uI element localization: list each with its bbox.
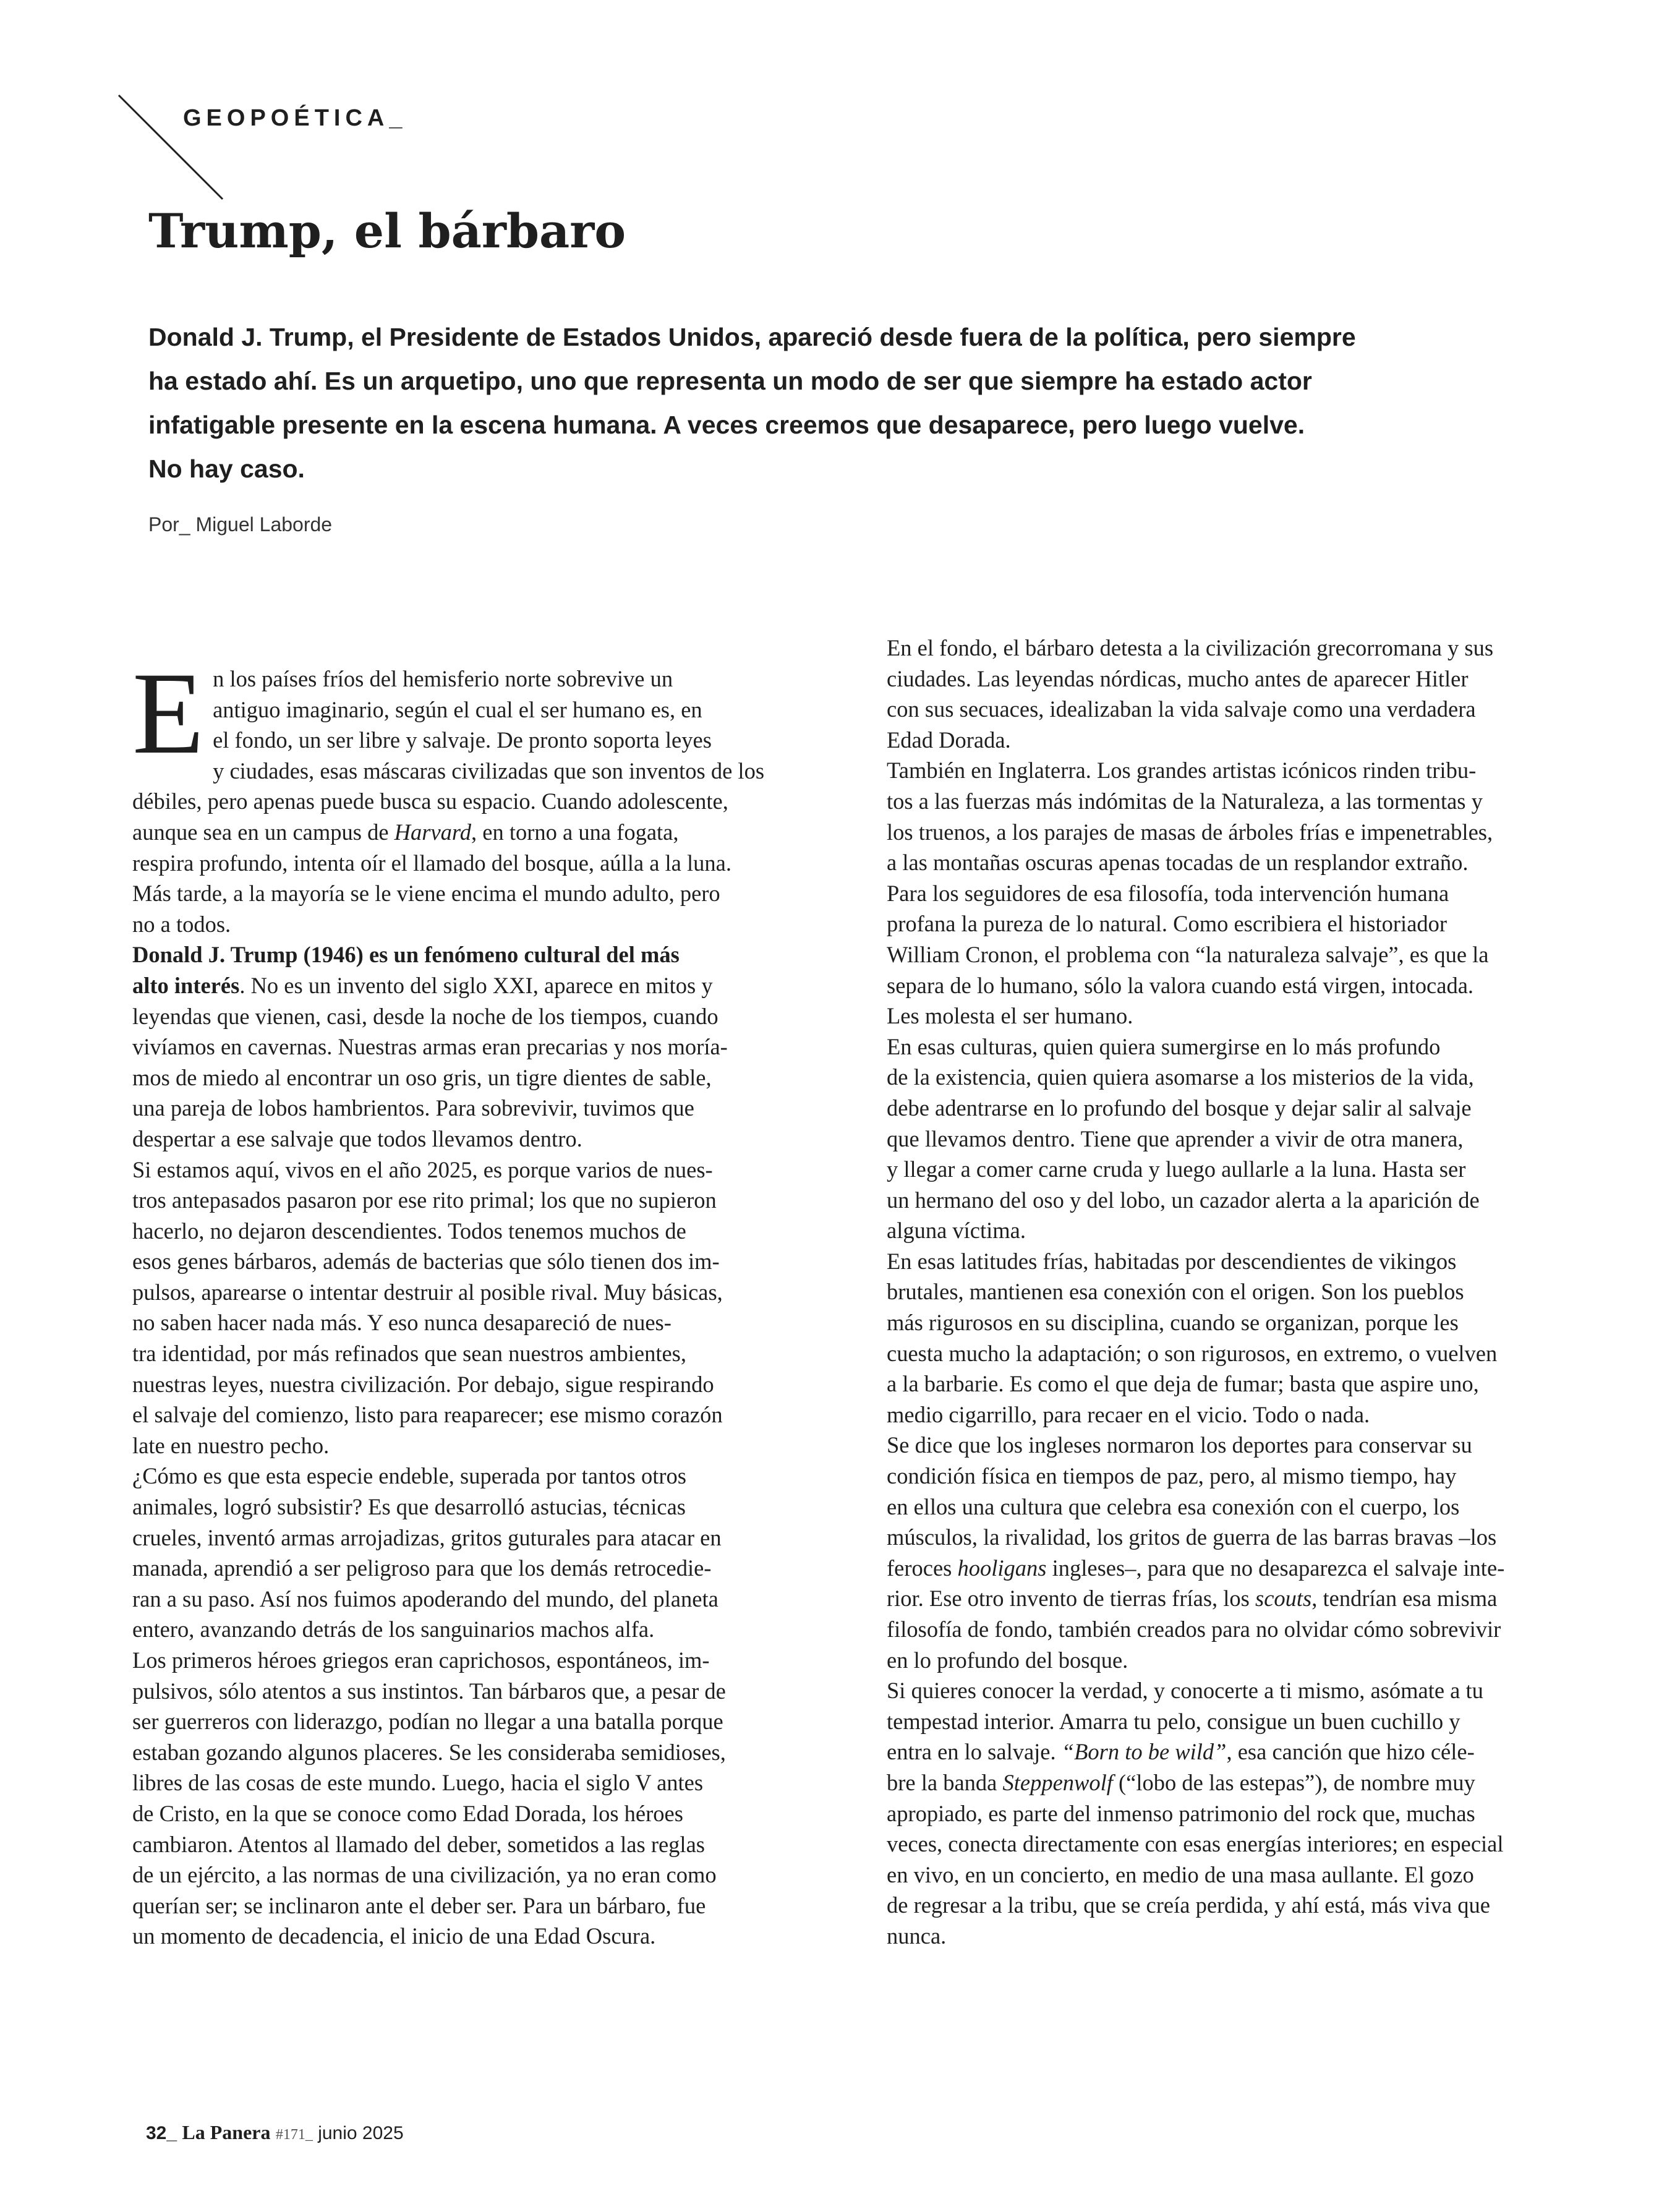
body-line: tos a las fuerzas más indómitas de la Naturaleza, a las tormentas y <box>887 788 1483 814</box>
body-line: condición física en tiempos de paz, pero, al mismo tiempo, hay <box>887 1463 1457 1489</box>
body-line: ¿Cómo es que esta especie endeble, superada por tantos otros <box>132 1463 686 1489</box>
body-line: separa de lo humano, sólo la valora cuando está virgen, intocada. <box>887 972 1474 998</box>
body-line: crueles, inventó armas arrojadizas, gritos guturales para atacar en <box>132 1524 722 1550</box>
body-line: esos genes bárbaros, además de bacterias que sólo tienen dos im- <box>132 1249 720 1275</box>
body-line: respira profundo, intenta oír el llamado del bosque, aúlla a la luna. <box>132 850 731 876</box>
body-line: no a todos. <box>132 911 231 937</box>
footer-date: junio 2025 <box>318 2123 404 2143</box>
footer-issue-number: #171_ <box>275 2127 313 2143</box>
body-line: filosofía de fondo, también creados para no olvidar cómo sobrevivir <box>887 1617 1501 1642</box>
body-line: pulsos, aparearse o intentar destruir al posible rival. Muy básicas, <box>132 1279 723 1305</box>
body-line: vivíamos en cavernas. Nuestras armas eran precarias y nos moría- <box>132 1034 728 1060</box>
body-line: Los primeros héroes griegos eran caprichosos, espontáneos, im- <box>132 1647 710 1673</box>
body-line: el salvaje del comienzo, listo para reaparecer; ese mismo corazón <box>132 1402 723 1428</box>
body-line: con sus secuaces, idealizaban la vida salvaje como una verdadera <box>887 696 1476 722</box>
body-line: tros antepasados pasaron por ese rito primal; los que no supieron <box>132 1187 717 1213</box>
body-line: n los países fríos del hemisferio norte sobrevive un <box>213 666 673 691</box>
body-line: no saben hacer nada más. Y eso nunca desapareció de nues- <box>132 1310 672 1336</box>
body-line: alguna víctima. <box>887 1218 1026 1244</box>
body-line: aunque sea en un campus de Harvard, en torno a una fogata, <box>132 819 679 845</box>
right-column-lines <box>887 633 1592 1952</box>
body-line: a las montañas oscuras apenas tocadas de un resplandor extraño. <box>887 850 1469 876</box>
body-line: estaban gozando algunos placeres. Se les consideraba semidioses, <box>132 1739 726 1765</box>
body-line: ciudades. Las leyendas nórdicas, mucho antes de aparecer Hitler <box>887 665 1469 691</box>
body-line: una pareja de lobos hambrientos. Para sobrevivir, tuvimos que <box>132 1095 694 1121</box>
body-line: despertar a ese salvaje que todos llevamos dentro. <box>132 1125 582 1151</box>
body-line: Se dice que los ingleses normaron los deportes para conservar su <box>887 1432 1472 1458</box>
body-line: Más tarde, a la mayoría se le viene encima el mundo adulto, pero <box>132 881 720 907</box>
footer-magazine-name: La Panera <box>182 2121 271 2143</box>
body-line: y ciudades, esas máscaras civilizadas que son inventos de los <box>213 758 765 784</box>
body-line: rior. Ese otro invento de tierras frías, los scouts, tendrían esa misma <box>887 1586 1498 1612</box>
body-line: débiles, pero apenas puede busca su espacio. Cuando adolescente, <box>132 788 728 814</box>
body-line: tempestad interior. Amarra tu pelo, consigue un buen cuchillo y <box>887 1708 1460 1734</box>
body-line: más rigurosos en su disciplina, cuando se organizan, porque les <box>887 1310 1459 1336</box>
body-line: y llegar a comer carne cruda y luego aullarle a la luna. Hasta ser <box>887 1156 1466 1182</box>
body-line: hacerlo, no dejaron descendientes. Todos tenemos muchos de <box>132 1218 686 1244</box>
body-line: cuesta mucho la adaptación; o son rigurosos, en extremo, o vuelven <box>887 1340 1498 1366</box>
body-line: libres de las cosas de este mundo. Luego, hacia el siglo V antes <box>132 1770 704 1796</box>
body-line: ran a su paso. Así nos fuimos apoderando del mundo, del planeta <box>132 1586 718 1612</box>
body-line: tra identidad, por más refinados que sean nuestros ambientes, <box>132 1341 687 1367</box>
body-line: Si quieres conocer la verdad, y conocerte a ti mismo, asómate a tu <box>887 1678 1483 1704</box>
body-line: bre la banda Steppenwolf (“lobo de las estepas”), de nombre muy <box>887 1769 1475 1795</box>
body-line: William Cronon, el problema con “la naturaleza salvaje”, es que la <box>887 941 1489 967</box>
body-line: que llevamos dentro. Tiene que aprender a vivir de otra manera, <box>887 1125 1464 1151</box>
body-line: en vivo, en un concierto, en medio de una masa aullante. El gozo <box>887 1861 1474 1887</box>
body-line: a la barbarie. Es como el que deja de fumar; basta que aspire uno, <box>887 1371 1479 1397</box>
body-line: de regresar a la tribu, que se creía perdida, y ahí está, más viva que <box>887 1892 1490 1918</box>
body-line: feroces hooligans ingleses–, para que no desaparezca el salvaje inte- <box>887 1555 1505 1581</box>
lead-line: Donald J. Trump, el Presidente de Estados Unidos, apareció desde fuera de la política, pero siempre <box>148 323 1356 351</box>
body-line: Si estamos aquí, vivos en el año 2025, es porque varios de nues- <box>132 1156 713 1182</box>
body-line: querían ser; se inclinaron ante el deber ser. Para un bárbaro, fue <box>132 1892 706 1918</box>
body-line: manada, aprendió a ser peligroso para que los demás retrocedie- <box>132 1555 712 1581</box>
body-line: brutales, mantienen esa conexión con el origen. Son los pueblos <box>887 1279 1464 1305</box>
body-line: leyendas que vienen, casi, desde la noche de los tiempos, cuando <box>132 1003 718 1029</box>
body-line: músculos, la rivalidad, los gritos de guerra de las barras bravas –los <box>887 1524 1497 1550</box>
body-line: veces, conecta directamente con esas energías interiores; en especial <box>887 1831 1504 1857</box>
body-line: Para los seguidores de esa filosofía, toda intervención humana <box>887 880 1449 906</box>
body-line: apropiado, es parte del inmenso patrimonio del rock que, muchas <box>887 1800 1475 1826</box>
footer-page-number: 32_ <box>146 2123 177 2143</box>
body-line: nunca. <box>887 1923 947 1949</box>
body-line: de Cristo, en la que se conoce como Edad Dorada, los héroes <box>132 1800 683 1826</box>
body-line: late en nuestro pecho. <box>132 1432 330 1458</box>
lead-line: No hay caso. <box>148 455 305 483</box>
body-line: el fondo, un ser libre y salvaje. De pronto soporta leyes <box>213 727 712 753</box>
body-column-right <box>887 633 1592 1952</box>
body-line: ser guerreros con liderazgo, podían no llegar a una batalla porque <box>132 1709 723 1735</box>
body-line: Les molesta el ser humano. <box>887 1003 1133 1029</box>
article-lead <box>148 315 1356 491</box>
section-label: GEOPOÉTICA_ <box>183 105 407 131</box>
body-line: un hermano del oso y del lobo, un cazador alerta a la aparición de <box>887 1187 1480 1213</box>
body-line: mos de miedo al encontrar un oso gris, un tigre dientes de sable, <box>132 1064 712 1090</box>
body-line: medio cigarrillo, para recaer en el vicio. Todo o nada. <box>887 1401 1370 1427</box>
body-line: entero, avanzando detrás de los sanguinarios machos alfa. <box>132 1617 655 1642</box>
lead-line: infatigable presente en la escena humana. A veces creemos que desaparece, pero luego vuelve. <box>148 411 1305 439</box>
byline: Por_ Miguel Laborde <box>148 513 333 536</box>
body-line: pulsivos, sólo atentos a sus instintos. Tan bárbaros que, a pesar de <box>132 1678 726 1704</box>
body-line: entra en lo salvaje. “Born to be wild”, esa canción que hizo céle- <box>887 1739 1475 1765</box>
body-line: alto interés. No es un invento del siglo XXI, aparece en mitos y <box>132 972 713 998</box>
body-line: animales, logró subsistir? Es que desarrolló astucias, técnicas <box>132 1494 686 1520</box>
body-line: cambiaron. Atentos al llamado del deber, sometidos a las reglas <box>132 1831 705 1857</box>
page-footer <box>146 2121 404 2144</box>
body-line: En esas latitudes frías, habitadas por descendientes de vikingos <box>887 1248 1457 1274</box>
article-title: Trump, el bárbaro <box>148 203 626 258</box>
body-line: En esas culturas, quien quiera sumergirse en lo más profundo <box>887 1033 1441 1059</box>
body-line: profana la pureza de lo natural. Como escribiera el historiador <box>887 911 1448 937</box>
body-line: En el fondo, el bárbaro detesta a la civilización grecorromana y sus <box>887 635 1494 660</box>
body-line: un momento de decadencia, el inicio de una Edad Oscura. <box>132 1923 656 1949</box>
body-column-left <box>132 649 837 1952</box>
drop-cap: E <box>132 649 205 779</box>
body-line: Edad Dorada. <box>887 727 1011 753</box>
body-line: antiguo imaginario, según el cual el ser humano es, en <box>213 696 702 722</box>
body-line: Donald J. Trump (1946) es un fenómeno cultural del más <box>132 942 680 968</box>
lead-line: ha estado ahí. Es un arquetipo, uno que representa un modo de ser que siempre ha estado actor <box>148 367 1312 395</box>
body-line: También en Inglaterra. Los grandes artistas icónicos rinden tribu- <box>887 758 1477 784</box>
body-line: de la existencia, quien quiera asomarse a los misterios de la vida, <box>887 1064 1474 1090</box>
body-line: de un ejército, a las normas de una civilización, ya no eran como <box>132 1862 717 1888</box>
body-line: debe adentrarse en lo profundo del bosque y dejar salir al salvaje <box>887 1095 1472 1121</box>
body-line: en lo profundo del bosque. <box>887 1647 1128 1673</box>
body-line: en ellos una cultura que celebra esa conexión con el cuerpo, los <box>887 1493 1460 1519</box>
body-line: nuestras leyes, nuestra civilización. Por debajo, sigue respirando <box>132 1371 714 1397</box>
left-column-lines <box>132 649 837 1952</box>
body-line: los truenos, a los parajes de masas de árboles frías e impenetrables, <box>887 819 1493 845</box>
